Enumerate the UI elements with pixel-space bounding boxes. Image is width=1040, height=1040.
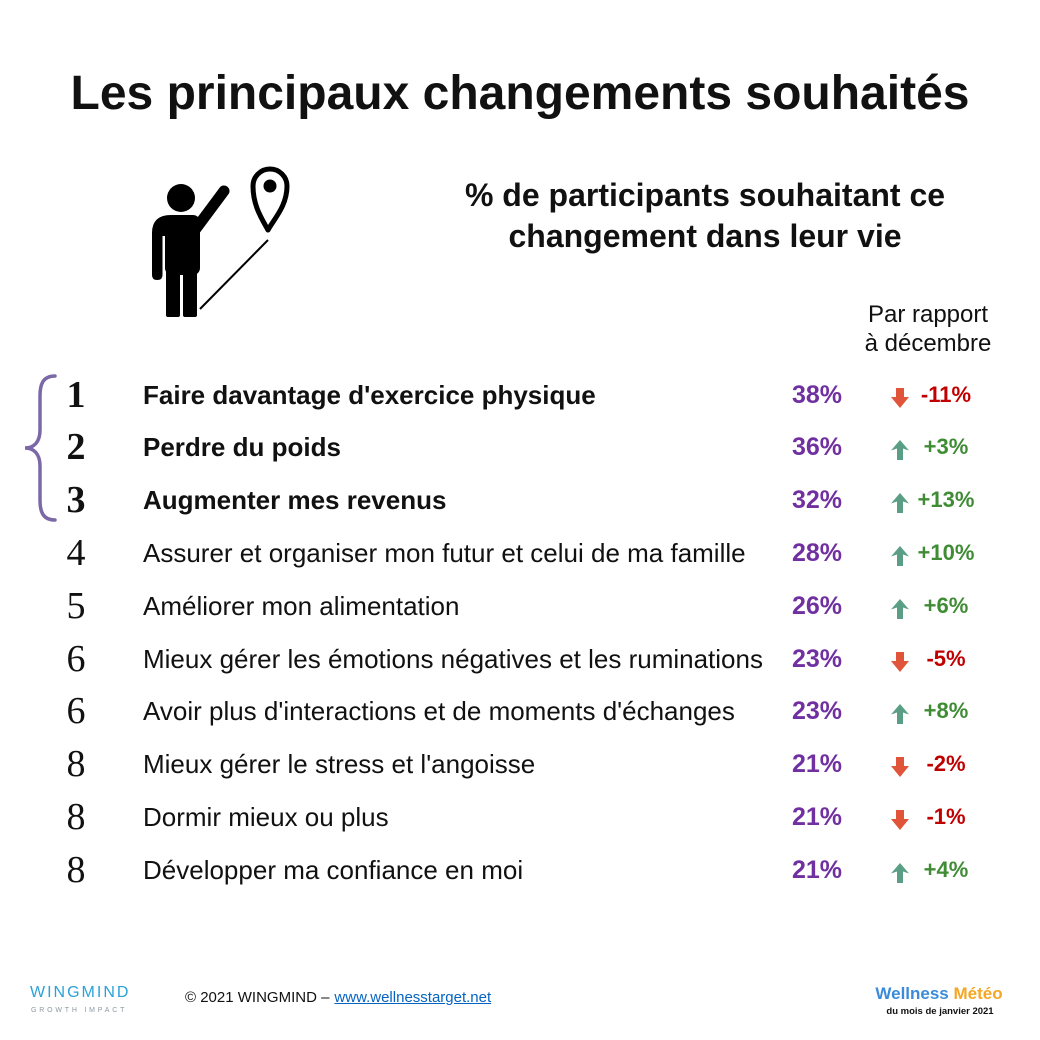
person-pointing-at-location-pin-icon [140, 160, 310, 325]
percentage-value: 21% [792, 750, 843, 779]
change-vs-december: +6% [923, 592, 969, 618]
comparison-header-line: à décembre [864, 330, 992, 357]
change-vs-december: +13% [917, 487, 975, 513]
rank-number: 6 [66, 690, 86, 733]
person-figure [152, 184, 224, 317]
rank-number: 8 [66, 848, 86, 891]
rank-number: 2 [66, 426, 86, 469]
table-row [0, 474, 1040, 527]
table-row [0, 844, 1040, 897]
change-description: Assurer et organiser mon futur et celui de ma famille [143, 538, 746, 568]
rank-number: 8 [66, 796, 86, 838]
website-link[interactable]: www.wellnesstarget.net [334, 989, 492, 1006]
chart-subtitle [445, 175, 965, 257]
change-vs-december: -2% [926, 751, 966, 777]
subtitle-line: changement dans leur vie [508, 218, 902, 254]
table-row [0, 791, 1040, 844]
rank-number: 4 [66, 532, 86, 574]
change-description: Faire davantage d'exercice physique [143, 379, 596, 410]
change-vs-december: -11% [920, 381, 972, 407]
change-vs-december: +8% [923, 698, 969, 724]
table-row [0, 580, 1040, 633]
change-vs-december: -1% [926, 804, 966, 829]
change-description: Développer ma confiance en moi [143, 854, 524, 885]
pointer-line [200, 240, 268, 309]
wingmind-logo: WINGMIND [30, 984, 131, 1001]
change-description: Mieux gérer les émotions négatives et les ruminations [143, 643, 763, 674]
logo-meteo-text: Météo [953, 984, 1003, 1003]
change-description: Augmenter mes revenus [143, 485, 447, 516]
change-vs-december: +4% [923, 856, 969, 882]
percentage-value: 38% [792, 380, 843, 409]
table-row [0, 421, 1040, 474]
percentage-value: 32% [792, 486, 843, 515]
change-description: Dormir mieux ou plus [143, 802, 389, 832]
location-pin-icon [253, 169, 287, 230]
table-row [0, 369, 1040, 422]
rank-number: 8 [66, 743, 86, 786]
comparison-column-header [858, 300, 998, 358]
percentage-value: 26% [792, 591, 843, 620]
wellness-meteo-logo [869, 984, 1009, 1004]
percentage-value: 21% [792, 855, 843, 884]
comparison-header-line: Par rapport [867, 301, 989, 328]
change-description: Avoir plus d'interactions et de moments d'échanges [143, 696, 735, 727]
wellness-meteo-tagline: du mois de janvier 2021 [886, 1006, 994, 1017]
table-row [0, 738, 1040, 791]
change-description: Améliorer mon alimentation [143, 590, 460, 621]
change-vs-december: -5% [926, 645, 966, 671]
table-row [0, 633, 1040, 686]
wingmind-tagline: GROWTH IMPACT [31, 1007, 128, 1014]
rank-number: 3 [66, 479, 86, 522]
change-description: Perdre du poids [143, 432, 341, 463]
percentage-value: 23% [792, 644, 843, 673]
change-vs-december: +10% [917, 540, 975, 565]
percentage-value: 21% [792, 803, 843, 831]
table-row [0, 527, 1040, 580]
percentage-value: 28% [792, 539, 843, 567]
subtitle-line: % de participants souhaitant ce [464, 177, 946, 213]
percentage-value: 36% [792, 433, 843, 462]
rank-number: 5 [66, 584, 86, 627]
table-row [0, 685, 1040, 738]
change-vs-december: +3% [923, 434, 969, 460]
page-title: Les principaux changements souhaités [70, 67, 970, 120]
logo-wellness-text: Wellness [875, 984, 949, 1003]
copyright-notice [185, 988, 491, 1008]
copyright-text: © 2021 WINGMIND – [185, 989, 330, 1006]
rank-number: 1 [66, 373, 86, 416]
rank-number: 6 [66, 637, 86, 680]
percentage-value: 23% [792, 697, 843, 726]
change-description: Mieux gérer le stress et l'angoisse [143, 749, 536, 780]
